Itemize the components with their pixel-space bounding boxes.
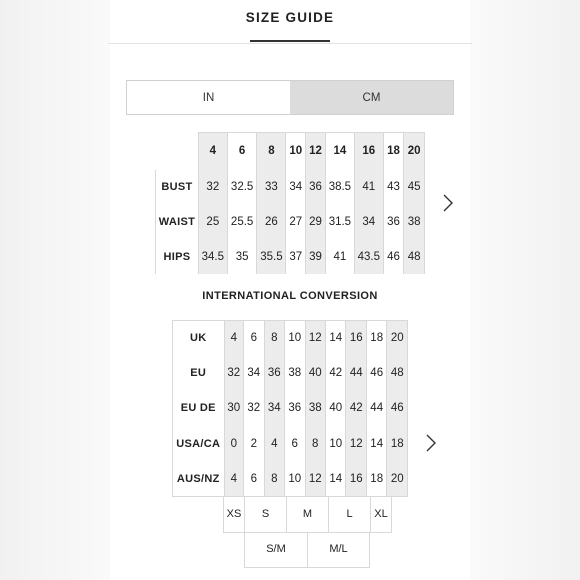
table-cell: 14 <box>325 462 345 497</box>
letter-size: M <box>287 496 329 532</box>
letter-size: S <box>245 496 287 532</box>
title-underline <box>250 40 330 42</box>
table-row <box>156 205 425 240</box>
table-cell: 32 <box>224 356 244 391</box>
table-cell: 43.5 <box>354 240 383 275</box>
table-cell: 18 <box>366 462 386 497</box>
table-cell: 16 <box>346 321 366 356</box>
combo-size: S/M <box>245 532 308 567</box>
table-cell: 35.5 <box>257 240 286 275</box>
table-cell: 44 <box>366 391 386 426</box>
size-col-header: 10 <box>286 133 306 170</box>
table-cell: 25 <box>198 205 227 240</box>
table-cell: 46 <box>387 391 408 426</box>
table-cell: 37 <box>286 240 306 275</box>
table-cell: 34 <box>264 391 284 426</box>
combo-size: M/L <box>308 532 370 567</box>
table-cell: 38.5 <box>325 170 354 205</box>
table-cell: 40 <box>305 356 325 391</box>
table-cell: 32.5 <box>227 170 257 205</box>
table-cell: 12 <box>305 462 325 497</box>
table-cell: 34 <box>354 205 383 240</box>
letter-size: XL <box>371 496 392 532</box>
letter-size: XS <box>224 496 245 532</box>
table-cell: 45 <box>404 170 425 205</box>
table-cell: 38 <box>285 356 305 391</box>
table-cell: 41 <box>354 170 383 205</box>
table-cell: 46 <box>366 356 386 391</box>
table-cell: 8 <box>264 462 284 497</box>
table-cell: 2 <box>244 426 264 462</box>
table-cell: 10 <box>285 321 305 356</box>
table-cell: 43 <box>383 170 404 205</box>
table-cell: 35 <box>227 240 257 275</box>
size-col-header: 20 <box>404 133 425 170</box>
table-cell: 42 <box>346 391 366 426</box>
table-cell: 14 <box>325 321 345 356</box>
table-row <box>156 240 425 275</box>
letter-size-row <box>223 496 392 533</box>
table-cell: 40 <box>325 391 345 426</box>
conversion-title: INTERNATIONAL CONVERSION <box>202 290 378 302</box>
table-cell: 14 <box>366 426 386 462</box>
table-cell: 36 <box>383 205 404 240</box>
table-cell: 32 <box>198 170 227 205</box>
table-cell: 6 <box>244 321 264 356</box>
table-cell: 6 <box>285 426 305 462</box>
table-cell: 29 <box>306 205 326 240</box>
row-label-eu: EU <box>173 356 225 391</box>
table-cell: 30 <box>224 391 244 426</box>
conversion-table <box>172 320 408 497</box>
table-cell: 48 <box>404 240 425 275</box>
chevron-right-icon[interactable] <box>442 193 454 213</box>
table-cell: 36 <box>264 356 284 391</box>
table-cell: 0 <box>224 426 244 462</box>
table-cell: 38 <box>305 391 325 426</box>
table-row <box>173 462 408 497</box>
table-cell: 8 <box>264 321 284 356</box>
table-cell: 31.5 <box>325 205 354 240</box>
table-cell: 44 <box>346 356 366 391</box>
tab-cm[interactable]: CM <box>290 81 453 114</box>
size-header-row <box>156 133 425 170</box>
table-cell: 36 <box>306 170 326 205</box>
size-col-header: 18 <box>383 133 404 170</box>
combo-size-row <box>244 532 370 568</box>
table-cell: 6 <box>244 462 264 497</box>
table-cell: 16 <box>346 462 366 497</box>
size-col-header: 12 <box>306 133 326 170</box>
size-col-header: 16 <box>354 133 383 170</box>
table-cell: 8 <box>305 426 325 462</box>
table-cell: 27 <box>286 205 306 240</box>
table-cell: 33 <box>257 170 286 205</box>
chevron-right-icon[interactable] <box>425 433 437 453</box>
row-label-eu-de: EU DE <box>173 391 225 426</box>
table-cell: 18 <box>366 321 386 356</box>
table-cell: 34 <box>244 356 264 391</box>
size-col-header: 8 <box>257 133 286 170</box>
size-col-header: 6 <box>227 133 257 170</box>
table-cell: 20 <box>387 462 408 497</box>
table-row <box>173 426 408 462</box>
table-cell: 41 <box>325 240 354 275</box>
row-label-uk: UK <box>173 321 225 356</box>
table-cell: 10 <box>325 426 345 462</box>
table-cell: 10 <box>285 462 305 497</box>
table-cell: 4 <box>224 321 244 356</box>
header-divider <box>108 43 472 44</box>
table-cell: 32 <box>244 391 264 426</box>
table-row <box>156 170 425 205</box>
table-cell: 34 <box>286 170 306 205</box>
row-label-bust: BUST <box>156 170 199 205</box>
table-cell: 34.5 <box>198 240 227 275</box>
table-cell: 12 <box>305 321 325 356</box>
size-chart-table <box>155 132 425 274</box>
row-label-aus-nz: AUS/NZ <box>173 462 225 497</box>
table-cell: 25.5 <box>227 205 257 240</box>
table-cell: 48 <box>387 356 408 391</box>
row-label-hips: HIPS <box>156 240 199 275</box>
row-label-usa-ca: USA/CA <box>173 426 225 462</box>
table-cell: 4 <box>264 426 284 462</box>
size-col-header: 4 <box>198 133 227 170</box>
tab-in[interactable]: IN <box>127 81 290 114</box>
table-cell: 46 <box>383 240 404 275</box>
table-row <box>173 356 408 391</box>
table-cell: 20 <box>387 321 408 356</box>
table-cell: 36 <box>285 391 305 426</box>
table-row <box>173 321 408 356</box>
page-title: SIZE GUIDE <box>245 10 335 25</box>
letter-size: L <box>329 496 371 532</box>
table-cell: 38 <box>404 205 425 240</box>
table-cell: 26 <box>257 205 286 240</box>
unit-toggle <box>126 80 454 115</box>
table-cell: 42 <box>325 356 345 391</box>
size-chart-viewport[interactable] <box>155 132 425 274</box>
table-cell: 12 <box>346 426 366 462</box>
table-cell: 4 <box>224 462 244 497</box>
table-cell: 18 <box>387 426 408 462</box>
size-col-header: 14 <box>325 133 354 170</box>
table-row <box>173 391 408 426</box>
table-cell: 39 <box>306 240 326 275</box>
row-label-waist: WAIST <box>156 205 199 240</box>
